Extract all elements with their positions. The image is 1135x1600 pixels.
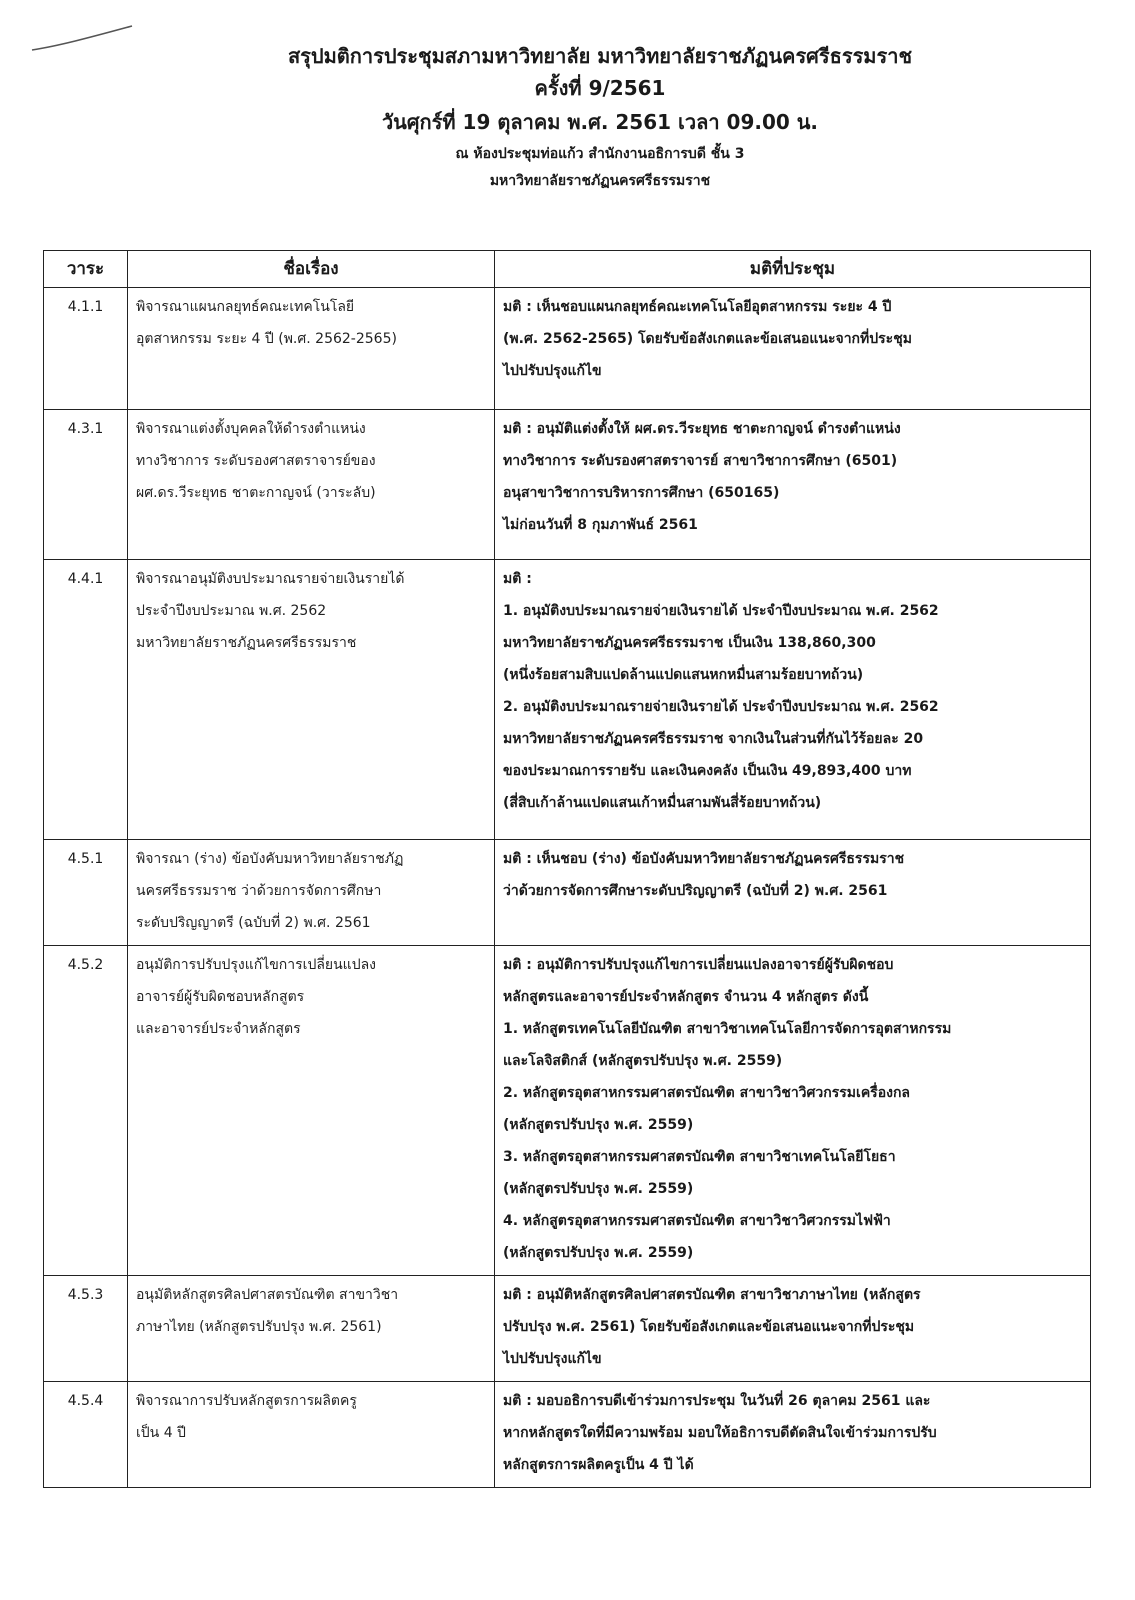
subject-line: อนุมัติการปรับปรุงแก้ไขการเปลี่ยนแปลง bbox=[136, 957, 377, 973]
agenda-subject bbox=[128, 560, 495, 840]
table-header-row bbox=[44, 251, 1091, 288]
meeting-resolution bbox=[495, 560, 1091, 840]
university-name: มหาวิทยาลัยราชภัฏนครศรีธรรมราช bbox=[489, 173, 711, 189]
agenda-subject bbox=[128, 410, 495, 560]
resolution-line: และโลจิสติกส์ (หลักสูตรปรับปรุง พ.ศ. 2559) bbox=[503, 1053, 783, 1069]
meeting-venue: ณ ห้องประชุมท่อแก้ว สำนักงานอธิการบดี ชั้น 3 bbox=[455, 146, 745, 162]
meeting-session: ครั้งที่ 9/2561 bbox=[534, 76, 666, 100]
table-row bbox=[44, 1276, 1091, 1382]
resolution-line: 2. หลักสูตรอุตสาหกรรมศาสตรบัณฑิต สาขาวิชาวิศวกรรมเครื่องกล bbox=[503, 1085, 911, 1101]
agenda-number: 4.5.3 bbox=[44, 1276, 128, 1382]
resolution-line: (พ.ศ. 2562-2565) โดยรับข้อสังเกตและข้อเสนอแนะจากที่ประชุม bbox=[503, 331, 912, 347]
resolution-line: มหาวิทยาลัยราชภัฏนครศรีธรรมราช เป็นเงิน 138,860,300 bbox=[503, 635, 876, 651]
agenda-number: 4.4.1 bbox=[44, 560, 128, 840]
subject-line: พิจารณาอนุมัติงบประมาณรายจ่ายเงินรายได้ bbox=[136, 571, 405, 587]
subject-line: เป็น 4 ปี bbox=[136, 1425, 186, 1441]
subject-line: ผศ.ดร.วีระยุทธ ชาตะกาญจน์ (วาระลับ) bbox=[136, 485, 376, 501]
resolution-line: หากหลักสูตรใดที่มีความพร้อม มอบให้อธิการบดีตัดสินใจเข้าร่วมการปรับ bbox=[503, 1425, 937, 1441]
resolution-line: (หลักสูตรปรับปรุง พ.ศ. 2559) bbox=[503, 1117, 694, 1133]
subject-line: นครศรีธรรมราช ว่าด้วยการจัดการศึกษา bbox=[136, 883, 382, 899]
meeting-resolution bbox=[495, 410, 1091, 560]
resolution-line: 1. อนุมัติงบประมาณรายจ่ายเงินรายได้ ประจำปีงบประมาณ พ.ศ. 2562 bbox=[503, 603, 939, 619]
resolution-line: มหาวิทยาลัยราชภัฏนครศรีธรรมราช จากเงินในส่วนที่กันไว้ร้อยละ 20 bbox=[503, 731, 924, 747]
resolution-line: หลักสูตรการผลิตครูเป็น 4 ปี ได้ bbox=[503, 1457, 694, 1473]
subject-line: และอาจารย์ประจำหลักสูตร bbox=[136, 1021, 301, 1037]
resolution-line: ว่าด้วยการจัดการศึกษาระดับปริญญาตรี (ฉบับที่ 2) พ.ศ. 2561 bbox=[503, 883, 888, 899]
meeting-resolution bbox=[495, 840, 1091, 946]
resolution-line: 3. หลักสูตรอุตสาหกรรมศาสตรบัณฑิต สาขาวิชาเทคโนโลยีโยธา bbox=[503, 1149, 896, 1165]
table-row bbox=[44, 410, 1091, 560]
meeting-resolution bbox=[495, 1382, 1091, 1488]
agenda-number: 4.5.4 bbox=[44, 1382, 128, 1488]
table-row bbox=[44, 1382, 1091, 1488]
resolution-line: (หลักสูตรปรับปรุง พ.ศ. 2559) bbox=[503, 1181, 694, 1197]
meeting-resolution bbox=[495, 288, 1091, 410]
meeting-resolution bbox=[495, 946, 1091, 1276]
resolution-line: ของประมาณการรายรับ และเงินคงคลัง เป็นเงิน 49,893,400 บาท bbox=[503, 763, 912, 779]
agenda-subject bbox=[128, 946, 495, 1276]
agenda-subject bbox=[128, 1276, 495, 1382]
resolution-line: (สี่สิบเก้าล้านแปดแสนเก้าหมื่นสามพันสี่ร้อยบาทถ้วน) bbox=[503, 795, 822, 811]
agenda-number: 4.1.1 bbox=[44, 288, 128, 410]
resolution-line: มติ : มอบอธิการบดีเข้าร่วมการประชุม ในวันที่ 26 ตุลาคม 2561 และ bbox=[503, 1393, 931, 1409]
agenda-subject bbox=[128, 840, 495, 946]
resolution-line: ไปปรับปรุงแก้ไข bbox=[503, 363, 602, 379]
column-header-resolution: มติที่ประชุม bbox=[495, 251, 1091, 288]
table-row bbox=[44, 840, 1091, 946]
resolution-line: มติ : เห็นชอบแผนกลยุทธ์คณะเทคโนโลยีอุตสาหกรรม ระยะ 4 ปี bbox=[503, 299, 892, 315]
agenda-subject bbox=[128, 288, 495, 410]
meeting-resolution bbox=[495, 1276, 1091, 1382]
resolution-line: หลักสูตรและอาจารย์ประจำหลักสูตร จำนวน 4 หลักสูตร ดังนี้ bbox=[503, 989, 869, 1005]
table-row bbox=[44, 288, 1091, 410]
resolution-line: มติ : เห็นชอบ (ร่าง) ข้อบังคับมหาวิทยาลัยราชภัฏนครศรีธรรมราช bbox=[503, 851, 905, 867]
resolution-line: 4. หลักสูตรอุตสาหกรรมศาสตรบัณฑิต สาขาวิชาวิศวกรรมไฟฟ้า bbox=[503, 1213, 891, 1229]
resolution-line: มติ : อนุมัติแต่งตั้งให้ ผศ.ดร.วีระยุทธ ชาตะกาญจน์ ดำรงตำแหน่ง bbox=[503, 421, 901, 437]
column-header-agenda: วาระ bbox=[44, 251, 128, 288]
table-row bbox=[44, 560, 1091, 840]
resolution-line: (หนึ่งร้อยสามสิบแปดล้านแปดแสนหกหมื่นสามร้อยบาทถ้วน) bbox=[503, 667, 864, 683]
agenda-number: 4.5.1 bbox=[44, 840, 128, 946]
agenda-number: 4.5.2 bbox=[44, 946, 128, 1276]
resolution-line: ทางวิชาการ ระดับรองศาสตราจารย์ สาขาวิชาการศึกษา (6501) bbox=[503, 453, 898, 469]
resolution-line: อนุสาขาวิชาการบริหารการศึกษา (650165) bbox=[503, 485, 780, 501]
table-body bbox=[44, 288, 1091, 1488]
agenda-number: 4.3.1 bbox=[44, 410, 128, 560]
agenda-subject bbox=[128, 1382, 495, 1488]
subject-line: ทางวิชาการ ระดับรองศาสตราจารย์ของ bbox=[136, 453, 376, 469]
subject-line: พิจารณา (ร่าง) ข้อบังคับมหาวิทยาลัยราชภัฏ bbox=[136, 851, 404, 867]
resolution-line: 1. หลักสูตรเทคโนโลยีบัณฑิต สาขาวิชาเทคโนโลยีการจัดการอุตสาหกรรม bbox=[503, 1021, 952, 1037]
subject-line: อนุมัติหลักสูตรศิลปศาสตรบัณฑิต สาขาวิชา bbox=[136, 1287, 399, 1303]
subject-line: พิจารณาแผนกลยุทธ์คณะเทคโนโลยี bbox=[136, 299, 355, 315]
resolution-line: ปรับปรุง พ.ศ. 2561) โดยรับข้อสังเกตและข้อเสนอแนะจากที่ประชุม bbox=[503, 1319, 915, 1335]
subject-line: พิจารณาแต่งตั้งบุคคลให้ดำรงตำแหน่ง bbox=[136, 421, 366, 437]
subject-line: ภาษาไทย (หลักสูตรปรับปรุง พ.ศ. 2561) bbox=[136, 1319, 382, 1335]
meeting-date: วันศุกร์ที่ 19 ตุลาคม พ.ศ. 2561 เวลา 09.00 น. bbox=[381, 110, 819, 134]
subject-line: ระดับปริญญาตรี (ฉบับที่ 2) พ.ศ. 2561 bbox=[136, 915, 371, 931]
subject-line: ประจำปีงบประมาณ พ.ศ. 2562 bbox=[136, 603, 327, 619]
resolution-line: ไม่ก่อนวันที่ 8 กุมภาพันธ์ 2561 bbox=[503, 517, 698, 533]
resolution-line: มติ : อนุมัติการปรับปรุงแก้ไขการเปลี่ยนแปลงอาจารย์ผู้รับผิดชอบ bbox=[503, 957, 894, 973]
resolution-line: มติ : bbox=[503, 571, 532, 587]
column-header-subject: ชื่อเรื่อง bbox=[128, 251, 495, 288]
subject-line: อาจารย์ผู้รับผิดชอบหลักสูตร bbox=[136, 989, 305, 1005]
table-row bbox=[44, 946, 1091, 1276]
subject-line: มหาวิทยาลัยราชภัฏนครศรีธรรมราช bbox=[136, 635, 357, 651]
resolution-line: (หลักสูตรปรับปรุง พ.ศ. 2559) bbox=[503, 1245, 694, 1261]
resolution-line: ไปปรับปรุงแก้ไข bbox=[503, 1351, 602, 1367]
resolution-line: มติ : อนุมัติหลักสูตรศิลปศาสตรบัณฑิต สาขาวิชาภาษาไทย (หลักสูตร bbox=[503, 1287, 921, 1303]
document-title: สรุปมติการประชุมสภามหาวิทยาลัย มหาวิทยาลัยราชภัฏนครศรีธรรมราช bbox=[287, 44, 913, 68]
subject-line: พิจารณาการปรับหลักสูตรการผลิตครู bbox=[136, 1393, 357, 1409]
resolution-line: 2. อนุมัติงบประมาณรายจ่ายเงินรายได้ ประจำปีงบประมาณ พ.ศ. 2562 bbox=[503, 699, 939, 715]
document-header bbox=[120, 40, 1080, 194]
subject-line: อุตสาหกรรม ระยะ 4 ปี (พ.ศ. 2562-2565) bbox=[136, 331, 397, 347]
minutes-table bbox=[43, 250, 1091, 1488]
